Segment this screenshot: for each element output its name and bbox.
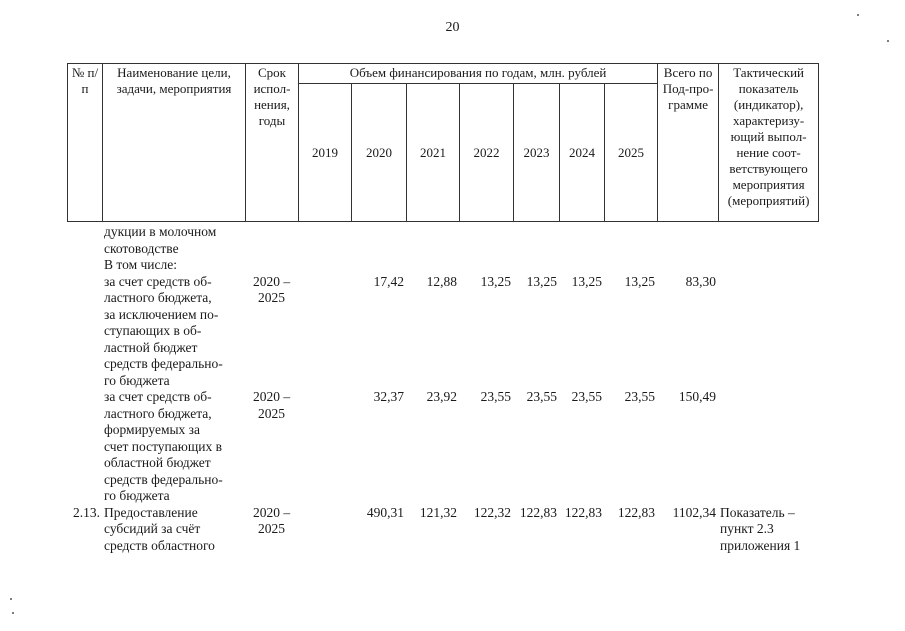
header-num: № п/п bbox=[68, 64, 103, 222]
continuation-line: скотоводстве bbox=[104, 240, 179, 256]
name-line: средств федерально- bbox=[104, 471, 223, 487]
indicator-line: приложения 1 bbox=[720, 537, 801, 553]
header-year: 2019 bbox=[299, 84, 352, 222]
header-year: 2020 bbox=[352, 84, 407, 222]
table-header bbox=[67, 63, 819, 222]
header-year: 2022 bbox=[460, 84, 514, 222]
scan-speck bbox=[887, 40, 889, 42]
period-line: 2020 – bbox=[252, 504, 291, 520]
value-cell bbox=[298, 389, 351, 505]
value-cell: 23,55 bbox=[571, 389, 602, 404]
name-line: го бюджета bbox=[104, 488, 170, 503]
value-cell: 23,55 bbox=[624, 389, 655, 404]
period-line: 2020 – bbox=[252, 273, 291, 289]
header-period: Срок испол-нения, годы bbox=[246, 64, 299, 222]
name-line: ластной бюджет bbox=[104, 339, 198, 355]
table-row bbox=[67, 389, 818, 505]
scan-speck bbox=[857, 14, 859, 16]
value-cell bbox=[298, 505, 351, 555]
header-indicator: Тактический показатель (индикатор), характеризу-ющий выпол-нение соот-ветствующего мероприятия (мероприятий) bbox=[719, 64, 819, 222]
scan-speck bbox=[12, 612, 14, 614]
value-cell: 13,25 bbox=[624, 273, 655, 289]
total-cell: 83,30 bbox=[685, 273, 716, 289]
table-body bbox=[67, 224, 818, 554]
header-year: 2025 bbox=[605, 84, 658, 222]
name-line: средств федерально- bbox=[104, 356, 223, 371]
name-line: счет поступающих в bbox=[104, 438, 222, 454]
total-cell: 1102,34 bbox=[672, 504, 716, 520]
value-cell: 32,37 bbox=[373, 389, 404, 404]
name-line: ластного бюджета, bbox=[104, 405, 212, 421]
value-cell: 23,92 bbox=[426, 389, 457, 404]
name-line: го бюджета bbox=[104, 372, 170, 388]
name-line: за исключением по- bbox=[104, 306, 219, 322]
name-line: областной бюджет bbox=[104, 455, 211, 470]
page-number: 20 bbox=[445, 20, 460, 35]
header-year: 2024 bbox=[560, 84, 605, 222]
period-line: 2025 bbox=[258, 521, 285, 536]
value-cell: 121,32 bbox=[419, 504, 457, 520]
header-year: 2021 bbox=[407, 84, 460, 222]
value-cell: 122,83 bbox=[519, 504, 557, 520]
period-line: 2025 bbox=[258, 405, 285, 421]
value-cell: 13,25 bbox=[571, 273, 602, 289]
value-cell: 23,55 bbox=[480, 389, 511, 404]
header-year: 2023 bbox=[514, 84, 560, 222]
value-cell: 12,88 bbox=[426, 273, 457, 289]
value-cell bbox=[298, 274, 351, 390]
name-line: Предоставление bbox=[104, 504, 198, 520]
value-cell: 13,25 bbox=[480, 273, 511, 289]
period-line: 2025 bbox=[258, 290, 285, 305]
value-cell: 23,55 bbox=[526, 389, 557, 404]
name-line: за счет средств об- bbox=[104, 389, 212, 404]
name-line: субсидий за счёт bbox=[104, 521, 201, 536]
period-line: 2020 – bbox=[252, 389, 291, 404]
total-cell: 150,49 bbox=[678, 389, 716, 404]
indicator-line: пункт 2.3 bbox=[720, 521, 774, 536]
value-cell: 122,83 bbox=[617, 504, 655, 520]
value-cell: 122,32 bbox=[473, 504, 511, 520]
header-name: Наименование цели, задачи, мероприятия bbox=[103, 64, 246, 222]
table-row bbox=[67, 274, 818, 390]
header-total: Всего по Под-про-грамме bbox=[658, 64, 719, 222]
name-line: формируемых за bbox=[104, 422, 201, 437]
value-cell: 13,25 bbox=[526, 273, 557, 289]
value-cell: 490,31 bbox=[366, 504, 404, 520]
indicator-line: Показатель – bbox=[720, 504, 795, 520]
name-line: ластного бюджета, bbox=[104, 290, 212, 305]
name-line: ступающих в об- bbox=[104, 323, 202, 338]
in-total-label: В том числе: bbox=[104, 257, 177, 272]
table-row bbox=[67, 224, 818, 274]
header-financing: Объем финансирования по годам, млн. рублей bbox=[299, 64, 658, 84]
scan-speck bbox=[10, 598, 12, 600]
name-line: средств областного bbox=[104, 537, 215, 553]
value-cell: 17,42 bbox=[373, 273, 404, 289]
row-number: 2.13. bbox=[73, 504, 100, 520]
value-cell: 122,83 bbox=[564, 504, 602, 520]
table-row bbox=[67, 505, 818, 555]
continuation-line: дукции в молочном bbox=[104, 224, 217, 239]
name-line: за счет средств об- bbox=[104, 273, 212, 289]
